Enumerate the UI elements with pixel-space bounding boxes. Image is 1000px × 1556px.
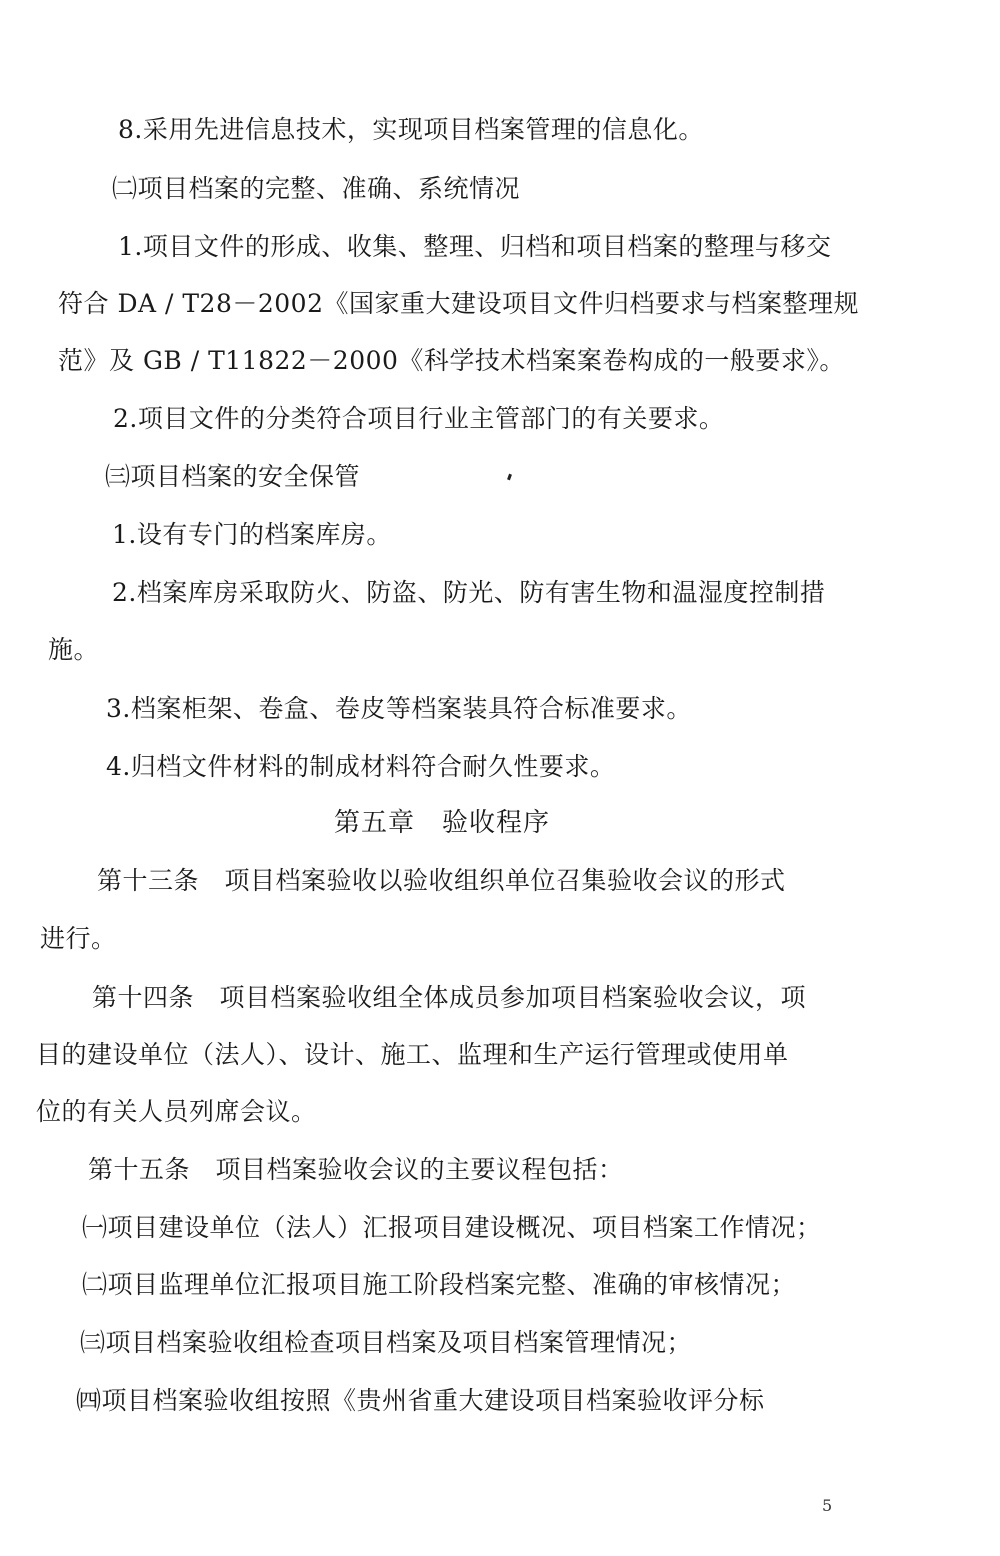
text-line-8: 1.设有专门的档案库房。 (112, 520, 392, 549)
agenda-item-1: ㈠项目建设单位（法人）汇报项目建设概况、项目档案工作情况； (82, 1213, 822, 1242)
section-heading-2: ㈡项目档案的完整、准确、系统情况 (112, 174, 521, 203)
text-line-1: 8.采用先进信息技术，实现项目档案管理的信息化。 (118, 115, 704, 144)
text-line-4: 符合 DA / T28－2002《国家重大建设项目文件归档要求与档案整理规 (58, 289, 859, 318)
text-line-9: 2.档案库房采取防火、防盗、防光、防有害生物和温湿度控制措 (112, 578, 826, 607)
text-line-11: 3.档案柜架、卷盒、卷皮等档案装具符合标准要求。 (106, 694, 692, 723)
text-line-3: 1.项目文件的形成、收集、整理、归档和项目档案的整理与移交 (118, 232, 832, 261)
text-line-10: 施。 (48, 635, 100, 664)
page-number: 5 (822, 1496, 833, 1515)
text-line-6: 2.项目文件的分类符合项目行业主管部门的有关要求。 (113, 404, 725, 433)
agenda-item-2: ㈡项目监理单位汇报项目施工阶段档案完整、准确的审核情况； (82, 1270, 797, 1299)
article-14-line-2: 目的建设单位（法人）、设计、施工、监理和生产运行管理或使用单 (36, 1040, 789, 1069)
agenda-item-4: ㈣项目档案验收组按照《贵州省重大建设项目档案验收评分标 (76, 1386, 765, 1415)
article-13-line-2: 进行。 (40, 924, 117, 953)
agenda-item-3: ㈢项目档案验收组检查项目档案及项目档案管理情况； (80, 1328, 693, 1357)
chapter-heading: 第五章 验收程序 (334, 808, 551, 838)
article-14-line-3: 位的有关人员列席会议。 (36, 1097, 317, 1126)
article-14-line-1: 第十四条 项目档案验收组全体成员参加项目档案验收会议，项 (92, 983, 807, 1012)
scan-mark (507, 474, 512, 481)
text-line-5: 范》及 GB / T11822－2000《科学技术档案案卷构成的一般要求》。 (58, 346, 845, 375)
text-line-12: 4.归档文件材料的制成材料符合耐久性要求。 (106, 752, 616, 781)
article-15-line-1: 第十五条 项目档案验收会议的主要议程包括： (88, 1155, 624, 1184)
section-heading-3: ㈢项目档案的安全保管 (105, 462, 361, 491)
article-13-line-1: 第十三条 项目档案验收以验收组织单位召集验收会议的形式 (97, 866, 786, 895)
